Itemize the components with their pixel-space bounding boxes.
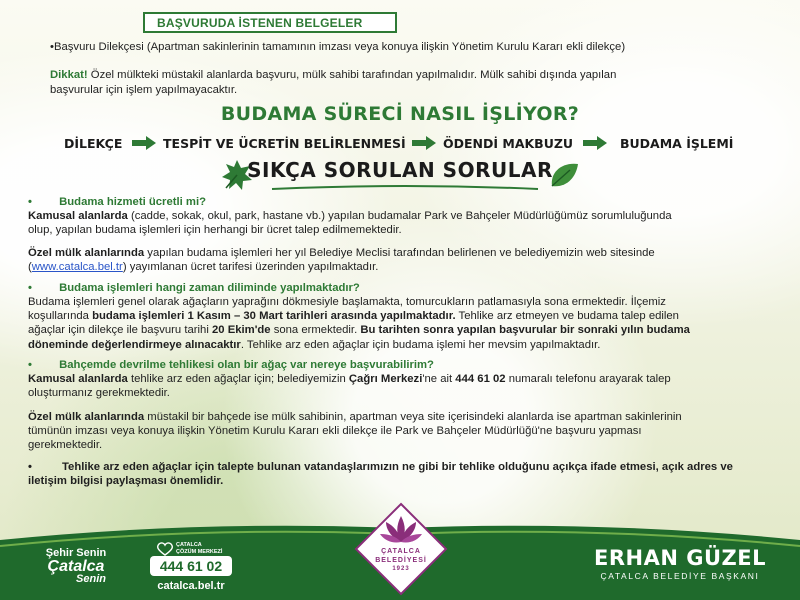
answer-text: numaralı telefonu arayarak talep — [505, 373, 671, 385]
bullet: • — [28, 196, 32, 208]
phone-badge[interactable]: 444 61 02 — [150, 556, 232, 576]
question-text: Bahçemde devrilme tehlikesi olan bir ağaç var nereye başvurabilirim? — [59, 359, 434, 371]
faq-title: SIKÇA SORULAN SORULAR — [247, 158, 553, 182]
answer-text: müstakil bir bahçede ise mülk sahibinin, apartman veya site içerisindeki alanlarda ise apartman sakinlerinin — [144, 411, 682, 423]
mayor-title: ÇATALCA BELEDİYE BAŞKANI — [600, 571, 760, 581]
arrow-right-icon — [412, 136, 436, 150]
step-2: TESPİT VE ÜCRETİN BELİRLENMESİ — [163, 136, 406, 151]
answer-text: oluşturmanız gerekmektedir. — [28, 387, 170, 400]
call-center-line2: ÇÖZÜM MERKEZİ — [176, 548, 223, 555]
answer-text: tümünün imzası veya konuya ilişkin Yönetim Kurulu Kararı ekli dilekçe ile Park ve Bahçeler Müdürlüğü'ne başvuru yapması — [28, 425, 642, 438]
logo-year: 1923 — [392, 566, 410, 572]
slogan-line2: Çatalca — [47, 558, 105, 575]
slogan-line3: Senin — [76, 573, 106, 585]
arrow-right-icon — [132, 136, 156, 150]
faq-answer-2 — [28, 295, 776, 352]
heart-hand-icon — [156, 542, 174, 556]
answer-text: Tehlike arz etmeyen ve budama talep edilen — [455, 310, 679, 323]
answer-bold: Kamusal alanlarda — [28, 373, 128, 385]
answer-bold: döneminde değerlendirmeye alınacaktır — [28, 338, 241, 351]
note-text: Tehlike arz eden ağaçlar için talepte bulunan vatandaşlarımızın ne gibi bir tehlike olduğunu açıkça ifade etmesi, açık adres ve — [61, 461, 733, 473]
answer-text: ( — [28, 261, 32, 274]
slogan — [26, 547, 126, 585]
section-title-box — [143, 12, 397, 33]
faq-question-2 — [28, 281, 360, 295]
notice — [50, 68, 770, 97]
answer-bold: budama işlemleri 1 Kasım – 30 Mart tarihleri arasında yapılmaktadır. — [92, 310, 456, 323]
answer-text: ) yayımlanan ücret tarifesi üzerinden yapılmaktadır. — [122, 261, 379, 274]
municipality-logo-text — [354, 548, 448, 574]
step-1: DİLEKÇE — [64, 136, 123, 151]
process-title: BUDAMA SÜRECİ NASIL İŞLİYOR? — [220, 103, 580, 125]
footer-website[interactable]: catalca.bel.tr — [157, 580, 225, 592]
answer-bold: Kamusal alanlarda — [28, 210, 128, 222]
faq-question-1 — [28, 195, 206, 209]
website-link[interactable]: www.catalca.bel.tr — [31, 261, 123, 274]
notice-line2: başvurular için işlem yapılmayacaktır. — [50, 83, 238, 96]
answer-bold: Özel mülk alanlarında — [28, 247, 145, 259]
notice-line1: Özel mülkteki müstakil alanlarda başvuru, mülk sahibi tarafından yapılmalıdır. Mülk sahibi dışında yapılan — [87, 69, 617, 81]
document-item: •Başvuru Dilekçesi (Apartman sakinlerinin tamamının imzası veya konuya ilişkin Yönetim Kurulu Kararı ekli dilekçe) — [50, 41, 626, 53]
answer-bold: Bu tarihten sonra yapılan başvurular bir sonraki yılın budama — [360, 324, 690, 337]
logo-line2: BELEDİYESİ — [375, 556, 427, 564]
answer-text: ağaçlar için dilekçe ile başvuru tarihi — [28, 324, 212, 337]
faq-answer-3-private — [28, 410, 776, 453]
step-3: ÖDENDİ MAKBUZU — [443, 136, 574, 151]
question-text: Budama işlemleri hangi zaman diliminde yapılmaktadır? — [59, 282, 360, 294]
call-center-label — [176, 542, 222, 555]
step-4: BUDAMA İŞLEMİ — [620, 136, 734, 151]
answer-text: yapılan budama işlemleri her yıl Belediye Meclisi tarafından belirlenen ve belediyemizin web sitesinde — [144, 247, 655, 259]
notice-label: Dikkat! — [50, 69, 88, 81]
mayor-signature — [580, 546, 780, 581]
bullet: • — [28, 359, 32, 371]
answer-bold: 20 Ekim'de — [211, 324, 271, 337]
faq-answer-1-public — [28, 209, 776, 237]
answer-text: Budama işlemleri genel olarak ağaçların yaprağını dökmesiyle başlamakta, tomurcukların patlamasıyla sona ermektedir. İlçemiz — [28, 296, 666, 308]
faq-answer-1-private — [28, 246, 776, 274]
answer-bold: Çağrı Merkezi — [348, 373, 423, 385]
answer-text: koşullarında — [28, 310, 93, 323]
mayor-name: ERHAN GÜZEL — [594, 546, 766, 570]
answer-text: (cadde, sokak, okul, park, hastane vb.) yapılan budamalar Park ve Bahçeler Müdürlüğümüz sorumluluğunda — [127, 210, 672, 222]
arrow-right-icon — [583, 136, 607, 150]
answer-text: tehlike arz eden ağaçlar için; belediyemizin — [127, 373, 349, 385]
slogan-line1: Şehir Senin — [45, 547, 107, 559]
bullet: • — [28, 461, 32, 473]
faq-question-3 — [28, 358, 434, 372]
logo-line1: ÇATALCA — [381, 548, 421, 555]
answer-text: sona ermektedir. — [270, 324, 361, 337]
section-title: BAŞVURUDA İSTENEN BELGELER — [157, 16, 363, 30]
answer-text: olup, yapılan budama işlemleri için herhangi bir ücret talep edilmemektedir. — [28, 224, 402, 237]
leaf-icon — [548, 160, 580, 190]
question-text: Budama hizmeti ücretli mi? — [59, 196, 206, 208]
faq-answer-3-public — [28, 372, 776, 400]
underline-swash — [270, 183, 540, 193]
phone-number: 444 61 02 — [455, 373, 506, 385]
answer-bold: Özel mülk alanlarında — [28, 411, 145, 423]
answer-text: 'ne ait — [422, 373, 456, 385]
call-center-line1: ÇATALCA — [176, 542, 202, 548]
bullet: • — [28, 282, 32, 294]
note-text: iletişim bilgisi paylaşması önemlidir. — [28, 475, 224, 488]
answer-text: gerekmektedir. — [28, 439, 103, 452]
answer-text: . Tehlike arz eden ağaçlar için budama işlemi her mevsim yapılmaktadır. — [240, 338, 601, 351]
final-note — [28, 460, 776, 488]
